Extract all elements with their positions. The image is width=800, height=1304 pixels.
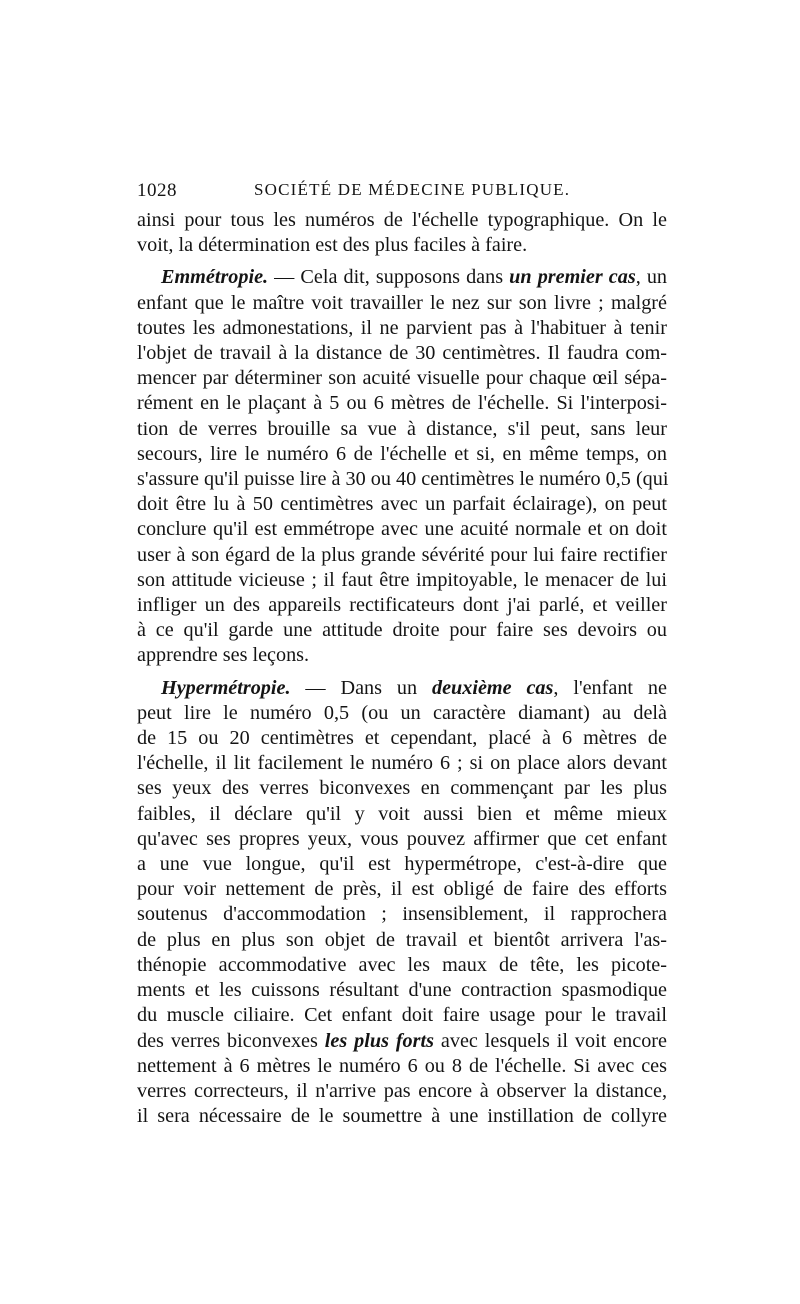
text-fragment: , un — [635, 266, 667, 289]
text-line: du muscle ciliaire. Cet enfant doit faire usage pour le travail — [137, 1004, 667, 1027]
emphasis-text: les plus forts — [324, 1029, 434, 1052]
text-line: secours, lire le numéro 6 de l'échelle et si, en même temps, on — [137, 442, 667, 465]
text-line: soutenus d'accommodation ; insensiblement, il rapprochera — [137, 903, 667, 926]
body-text — [137, 208, 667, 1129]
text-line: mencer par déterminer son acuité visuelle pour chaque œil sépa- — [137, 367, 667, 390]
text-line: nettement à 6 mètres le numéro 6 ou 8 de l'échelle. Si avec ces — [137, 1054, 667, 1077]
text-fragment: des verres biconvexes — [137, 1029, 325, 1052]
running-title: SOCIÉTÉ DE MÉDECINE PUBLIQUE. — [254, 180, 571, 199]
text-line: infliger un des appareils rectificateurs dont j'ai parlé, et veiller — [137, 594, 667, 617]
text-line: user à son égard de la plus grande sévérité pour lui faire rectifier — [137, 543, 667, 566]
text-fragment: — Dans un — [290, 676, 432, 699]
section-lead-hypermetropie: Hypermétropie. — [161, 676, 291, 699]
text-line: qu'avec ses propres yeux, vous pouvez affirmer que cet enfant — [137, 827, 667, 850]
text-line: de 15 ou 20 centimètres et cependant, placé à 6 mètres de — [137, 727, 667, 750]
emphasis-text: deuxième cas — [431, 676, 554, 699]
text-line: doit être lu à 50 centimètres avec un parfait éclairage), on peut — [137, 493, 667, 516]
page-number: 1028 — [137, 180, 177, 201]
text-line: rément en le plaçant à 5 ou 6 mètres de l'échelle. Si l'interposi- — [137, 392, 667, 415]
section-lead-emmetropie: Emmétropie. — [161, 266, 269, 289]
text-fragment: , l'enfant ne — [553, 676, 667, 699]
text-line: de plus en plus son objet de travail et bientôt arrivera l'as- — [137, 928, 667, 951]
text-line: l'objet de travail à la distance de 30 centimètres. Il faudra com- — [137, 342, 667, 365]
text-line: pour voir nettement de près, il est obligé de faire des efforts — [137, 878, 667, 901]
text-fragment: avec lesquels il voit encore — [433, 1029, 667, 1052]
text-line: a une vue longue, qu'il est hypermétrope, c'est-à-dire que — [137, 853, 667, 876]
text-line: ses yeux des verres biconvexes en commençant par les plus — [137, 777, 667, 800]
text-line: l'échelle, il lit facilement le numéro 6 ; si on place alors devant — [137, 752, 667, 775]
text-line — [137, 265, 667, 290]
text-line: conclure qu'il est emmétrope avec une acuité normale et on doit — [137, 518, 667, 541]
paragraph-emmetropie — [137, 265, 667, 668]
text-line: enfant que le maître voit travailler le nez sur son livre ; malgré — [137, 291, 667, 314]
text-line: apprendre ses leçons. — [137, 644, 310, 667]
emphasis-text: un premier cas — [509, 266, 636, 289]
text-fragment: — Cela dit, supposons dans — [268, 266, 510, 289]
text-line — [137, 1029, 667, 1054]
text-line: s'assure qu'il puisse lire à 30 ou 40 centimètres le numéro 0,5 (qui — [137, 468, 669, 491]
paragraph-continuation — [137, 208, 667, 258]
text-line: thénopie accommodative avec les maux de tête, les picote- — [137, 953, 667, 976]
text-line — [137, 676, 667, 701]
text-line: peut lire le numéro 0,5 (ou un caractère diamant) au delà — [137, 701, 667, 724]
text-line: voit, la détermination est des plus faciles à faire. — [137, 234, 528, 257]
text-line: verres correcteurs, il n'arrive pas encore à observer la distance, — [137, 1079, 667, 1102]
text-line: ments et les cuissons résultant d'une contraction spasmodique — [137, 979, 667, 1002]
page-header — [137, 176, 667, 206]
text-line: tion de verres brouille sa vue à distance, s'il peut, sans leur — [137, 417, 667, 440]
text-line: faibles, il déclare qu'il y voit aussi bien et même mieux — [137, 802, 667, 825]
text-line: ainsi pour tous les numéros de l'échelle typographique. On le — [137, 209, 667, 231]
text-line: il sera nécessaire de le soumettre à une instillation de collyre — [137, 1105, 667, 1128]
paragraph-hypermetropie — [137, 676, 667, 1130]
text-line: toutes les admonestations, il ne parvient pas à l'habituer à tenir — [137, 316, 667, 339]
text-line: son attitude vicieuse ; il faut être impitoyable, le menacer de lui — [137, 568, 667, 591]
text-line: à ce qu'il garde une attitude droite pour faire ses devoirs ou — [137, 619, 667, 642]
